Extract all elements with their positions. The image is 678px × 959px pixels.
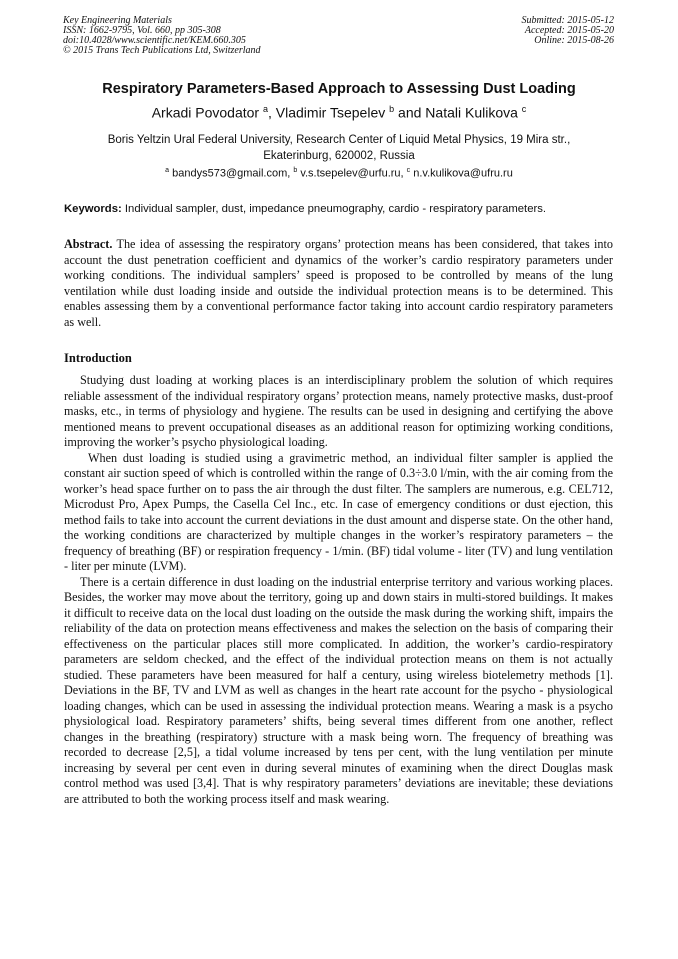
email-c: n.v.kulikova@ufru.ru <box>410 167 513 180</box>
doi-line: doi:10.4028/www.scientific.net/KEM.660.305 <box>63 35 246 46</box>
journal-info-left <box>63 16 261 56</box>
accepted-date: Accepted: 2015-05-20 <box>524 25 614 36</box>
email-a: bandys573@gmail.com, <box>169 167 294 180</box>
affiliation <box>60 132 618 164</box>
email-b-sup: b <box>293 167 298 174</box>
email-list <box>40 167 638 180</box>
author-list <box>40 104 638 121</box>
introduction-body <box>64 373 613 807</box>
author-1-sup: a <box>262 104 268 114</box>
affiliation-line-2: Ekaterinburg, 620002, Russia <box>263 150 415 162</box>
journal-name: Key Engineering Materials <box>63 15 172 26</box>
journal-info-right <box>522 16 615 46</box>
submitted-date: Submitted: 2015-05-12 <box>521 15 614 26</box>
intro-paragraph-1: Studying dust loading at working places is an interdisciplinary problem the solution of which requires reliable assessment of the individual respiratory organs’ protection means, namely protective masks, dust-proof masks, etc., in terms of physiology and hygiene. The results can be used in designing and certifying the above mentioned means to prevent occupational diseases as an additional reason for optimizing working conditions, improving the worker’s psycho physiological loading. <box>64 373 613 449</box>
intro-paragraph-3: There is a certain difference in dust loading on the industrial enterprise territory and various working places. Besides, the worker may move about the territory, going up and down stairs in multi-stored buildings. It makes it difficult to receive data on the local dust loading on the outside the mask during the working shift, impairs the reliability of the data on protection means effectiveness and makes the selection on the basis of comparing their effectiveness on the particular places still more complicated. In addition, the worker’s cardio-respiratory parameters are seldom checked, and the effect of the individual protection means on them is not actually studied. These parameters have been measured for half a century, using wireless biotelemetry methods [1]. Deviations in the BF, TV and LVM as well as changes in the heart rate account for the psycho - physiological loading changes, which can be used in assessing the individual protection means. Wearing a mask is a psycho physiological load. Respiratory parameters’ shifts, being several times different from one another, reflect changes in the breathing (respiratory) structure with a mask being worn. The frequency of breathing was recorded to decrease [2,5], a tidal volume increased by tens per cent, with the lung ventilation per minute increasing by several per cent even in during several minutes of examining when the direct Douglas mask control method was used [3,4]. That is why respiratory parameters’ deviations are inevitable; these deviations are attributed to both the working process itself and mask wearing. <box>64 574 613 806</box>
affiliation-line-1: Boris Yeltzin Ural Federal University, Research Center of Liquid Metal Physics, 19 Mira str., <box>107 134 571 146</box>
keywords <box>64 203 614 215</box>
email-b: v.s.tsepelev@urfu.ru, <box>297 167 407 180</box>
email-c-sup: c <box>406 167 411 174</box>
abstract-text: The idea of assessing the respiratory organs’ protection means has been considered, that takes into account the dust penetration coefficient and dynamics of the worker’s cardio respiratory parameters under working conditions. The individual samplers’ speed is proposed to be controlled by means of the lung ventilation while dust loading inside and outside the individual protection means is to be determined. This enables assessing them by a conventional performance factor taking into account cardio respiratory parameters as well. <box>64 237 613 329</box>
author-1: Arkadi Povodator <box>151 104 263 121</box>
intro-paragraph-2: When dust loading is studied using a gravimetric method, an individual filter sampler is applied the constant air suction speed of which is controlled within the range of 0.3÷3.0 l/min, with the air coming from the worker’s head space further on to pass the air through the dust filter. The samplers are numerous, e.g. CEL712, Microdust Pro, Apex Pumps, the Casella Cel Inc., etc. In case of emergency conditions or dust ejection, this method fails to take into account the current deviations in the dust amount and disperse state. On the other hand, the working conditions are characterized by multiple changes in the worker’s respiratory parameters – the frequency of breathing (BF) or respiration frequency - 1/min. (BF) tidal volume - liter (TV) and lung ventilation - liter per minute (LVM). <box>64 450 613 573</box>
keywords-text: Individual sampler, dust, impedance pneumography, cardio - respiratory parameters. <box>121 203 547 215</box>
copyright-line: © 2015 Trans Tech Publications Ltd, Switzerland <box>63 45 261 56</box>
author-3: and Natali Kulikova <box>394 104 522 121</box>
abstract-label: Abstract. <box>64 237 113 251</box>
email-a-sup: a <box>165 167 170 174</box>
issn-line: ISSN: 1662-9795, Vol. 660, pp 305-308 <box>63 25 221 36</box>
paper-title: Respiratory Parameters-Based Approach to Assessing Dust Loading <box>102 81 576 97</box>
author-2-sup: b <box>389 104 395 114</box>
author-3-sup: c <box>521 104 527 114</box>
introduction-heading: Introduction <box>64 351 132 365</box>
keywords-label: Keywords: <box>64 203 122 215</box>
online-date: Online: 2015-08-26 <box>534 35 614 46</box>
abstract <box>64 237 613 330</box>
author-2: , Vladimir Tsepelev <box>268 104 390 121</box>
